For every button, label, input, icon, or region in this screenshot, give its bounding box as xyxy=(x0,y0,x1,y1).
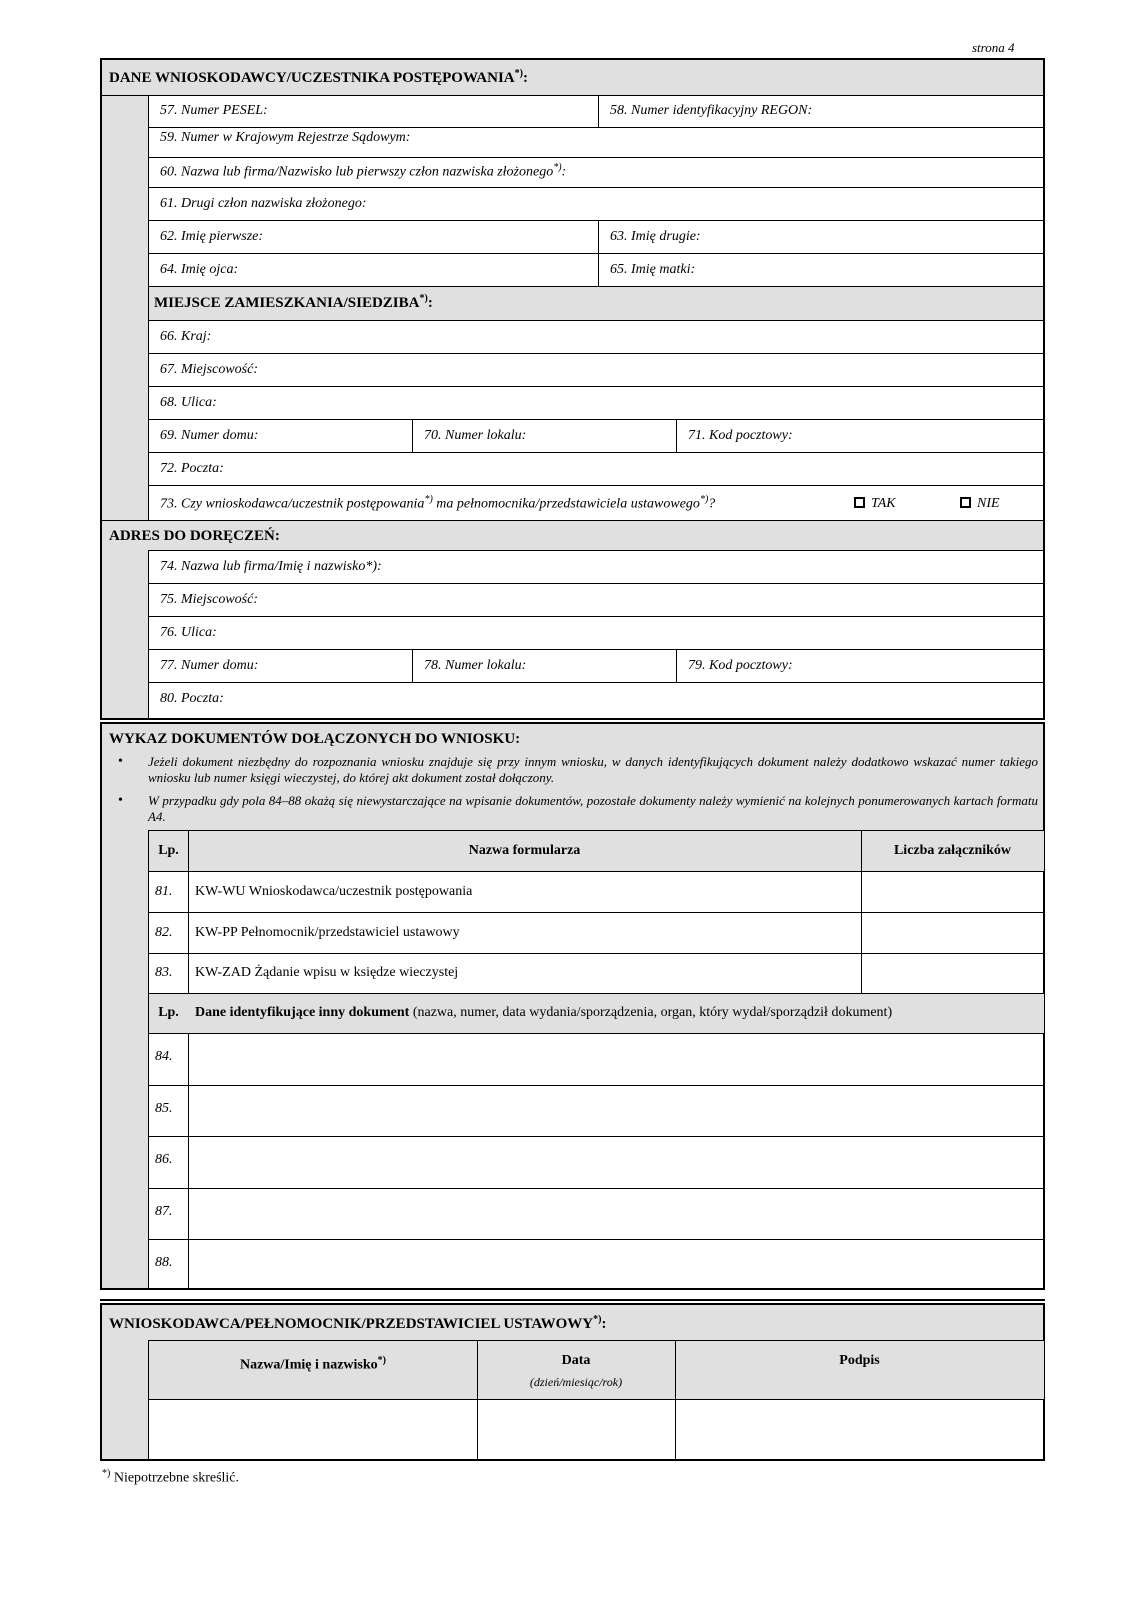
row-number: 83. xyxy=(155,965,173,980)
signature-date-input[interactable] xyxy=(478,1400,675,1460)
column-header-attachments: Liczba załączników xyxy=(893,843,1012,858)
attachments-input-81[interactable] xyxy=(862,872,1044,912)
column-header-lp-other: Lp. xyxy=(158,1005,179,1020)
field-74-name[interactable]: 74. Nazwa lub firma/Imię i nazwisko*): xyxy=(160,559,382,574)
documents-section xyxy=(100,722,1045,1290)
row-number: 85. xyxy=(155,1101,173,1116)
form-row-kw-zad: KW-ZAD Żądanie wpisu w księdze wieczystej xyxy=(195,965,459,980)
signatory-name-input[interactable] xyxy=(149,1400,477,1460)
column-header-date: Data xyxy=(561,1353,591,1368)
field-57-pesel[interactable]: 57. Numer PESEL: xyxy=(160,103,268,118)
field-78-apartment-number[interactable]: 78. Numer lokalu: xyxy=(424,658,527,673)
field-76-street[interactable]: 76. Ulica: xyxy=(160,625,217,640)
field-73-representative-question: 73. Czy wnioskodawca/uczestnik postępowania*) ma pełnomocnika/przedstawiciela ustawowego*)? xyxy=(160,494,716,512)
signature-field[interactable] xyxy=(676,1400,1044,1460)
checkbox-square-icon[interactable] xyxy=(960,497,971,508)
checkbox-square-icon[interactable] xyxy=(854,497,865,508)
field-68-street[interactable]: 68. Ulica: xyxy=(160,395,217,410)
section-title-delivery-address: ADRES DO DORĘCZEŃ: xyxy=(109,528,280,544)
other-document-input-85[interactable] xyxy=(189,1086,1044,1136)
attachments-input-83[interactable] xyxy=(862,954,1044,993)
subsection-title-residence: MIEJSCE ZAMIESZKANIA/SIEDZIBA*): xyxy=(154,293,433,311)
row-number: 82. xyxy=(155,925,173,940)
row-number: 87. xyxy=(155,1204,173,1219)
signature-table xyxy=(148,1340,1043,1459)
date-format-hint: (dzień/miesiąc/rok) xyxy=(529,1375,623,1389)
column-header-lp: Lp. xyxy=(158,843,179,858)
signature-section xyxy=(100,1303,1045,1461)
field-72-post-office[interactable]: 72. Poczta: xyxy=(160,461,224,476)
field-70-apartment-number[interactable]: 70. Numer lokalu: xyxy=(424,428,527,443)
section-title-applicant: DANE WNIOSKODAWCY/UCZESTNIKA POSTĘPOWANIA*): xyxy=(109,68,528,86)
note-bullet-1: Jeżeli dokument niezbędny do rozpoznania wniosku znajduje się przy innym wniosku, w danych identyfikujących dokument należy dodatkowo wskazać numer takiego wniosku lub numer księgi wieczystej, do której akt dokument został dołączony. xyxy=(148,754,1038,785)
field-63-second-name[interactable]: 63. Imię drugie: xyxy=(610,229,701,244)
field-80-post-office[interactable]: 80. Poczta: xyxy=(160,691,224,706)
field-67-city[interactable]: 67. Miejscowość: xyxy=(160,362,258,377)
field-61-surname-second[interactable]: 61. Drugi człon nazwiska złożonego: xyxy=(160,196,367,211)
attachments-input-82[interactable] xyxy=(862,913,1044,953)
row-number: 84. xyxy=(155,1049,173,1064)
bullet-icon: • xyxy=(118,754,123,769)
column-header-signature: Podpis xyxy=(839,1353,880,1368)
form-row-kw-wu: KW-WU Wnioskodawca/uczestnik postępowania xyxy=(195,884,473,899)
column-header-name: Nazwa/Imię i nazwisko*) xyxy=(239,1355,386,1373)
applicant-section xyxy=(100,58,1045,720)
field-69-house-number[interactable]: 69. Numer domu: xyxy=(160,428,259,443)
other-document-input-84[interactable] xyxy=(189,1034,1044,1085)
other-document-input-86[interactable] xyxy=(189,1137,1044,1188)
checkbox-no[interactable]: NIE xyxy=(960,496,1000,512)
field-71-postal-code[interactable]: 71. Kod pocztowy: xyxy=(688,428,793,443)
field-75-city[interactable]: 75. Miejscowość: xyxy=(160,592,258,607)
row-number: 88. xyxy=(155,1255,173,1270)
field-62-first-name[interactable]: 62. Imię pierwsze: xyxy=(160,229,264,244)
field-64-father-name[interactable]: 64. Imię ojca: xyxy=(160,262,239,277)
field-65-mother-name[interactable]: 65. Imię matki: xyxy=(610,262,696,277)
footnote: *) Niepotrzebne skreślić. xyxy=(102,1468,240,1486)
section-title-signatory: WNIOSKODAWCA/PEŁNOMOCNIK/PRZEDSTAWICIEL USTAWOWY*): xyxy=(109,1314,607,1332)
field-60-name[interactable]: 60. Nazwa lub firma/Nazwisko lub pierwszy człon nazwiska złożonego*): xyxy=(160,162,567,180)
field-66-country[interactable]: 66. Kraj: xyxy=(160,329,212,344)
column-header-form-name: Nazwa formularza xyxy=(468,843,581,858)
bullet-icon: • xyxy=(118,793,123,808)
column-header-other-document: Dane identyfikujące inny dokument (nazwa, numer, data wydania/sporządzenia, organ, który wydał/sporządził dokument) xyxy=(195,1005,893,1020)
field-58-regon[interactable]: 58. Numer identyfikacyjny REGON: xyxy=(610,103,813,118)
section-title-documents: WYKAZ DOKUMENTÓW DOŁĄCZONYCH DO WNIOSKU: xyxy=(109,731,521,747)
field-77-house-number[interactable]: 77. Numer domu: xyxy=(160,658,259,673)
documents-table xyxy=(148,830,1043,1288)
other-document-input-88[interactable] xyxy=(189,1240,1044,1289)
row-number: 81. xyxy=(155,884,173,899)
field-59-krs[interactable]: 59. Numer w Krajowym Rejestrze Sądowym: xyxy=(160,130,411,145)
field-79-postal-code[interactable]: 79. Kod pocztowy: xyxy=(688,658,793,673)
page-number: strona 4 xyxy=(972,40,1015,55)
checkbox-yes[interactable]: TAK xyxy=(854,496,896,512)
form-row-kw-pp: KW-PP Pełnomocnik/przedstawiciel ustawowy xyxy=(195,925,460,940)
other-document-input-87[interactable] xyxy=(189,1189,1044,1239)
note-bullet-2: W przypadku gdy pola 84–88 okażą się niewystarczające na wpisanie dokumentów, pozostałe dokumenty należy wymienić na kolejnych ponumerowanych kartach formatu A4. xyxy=(148,793,1038,824)
row-number: 86. xyxy=(155,1152,173,1167)
